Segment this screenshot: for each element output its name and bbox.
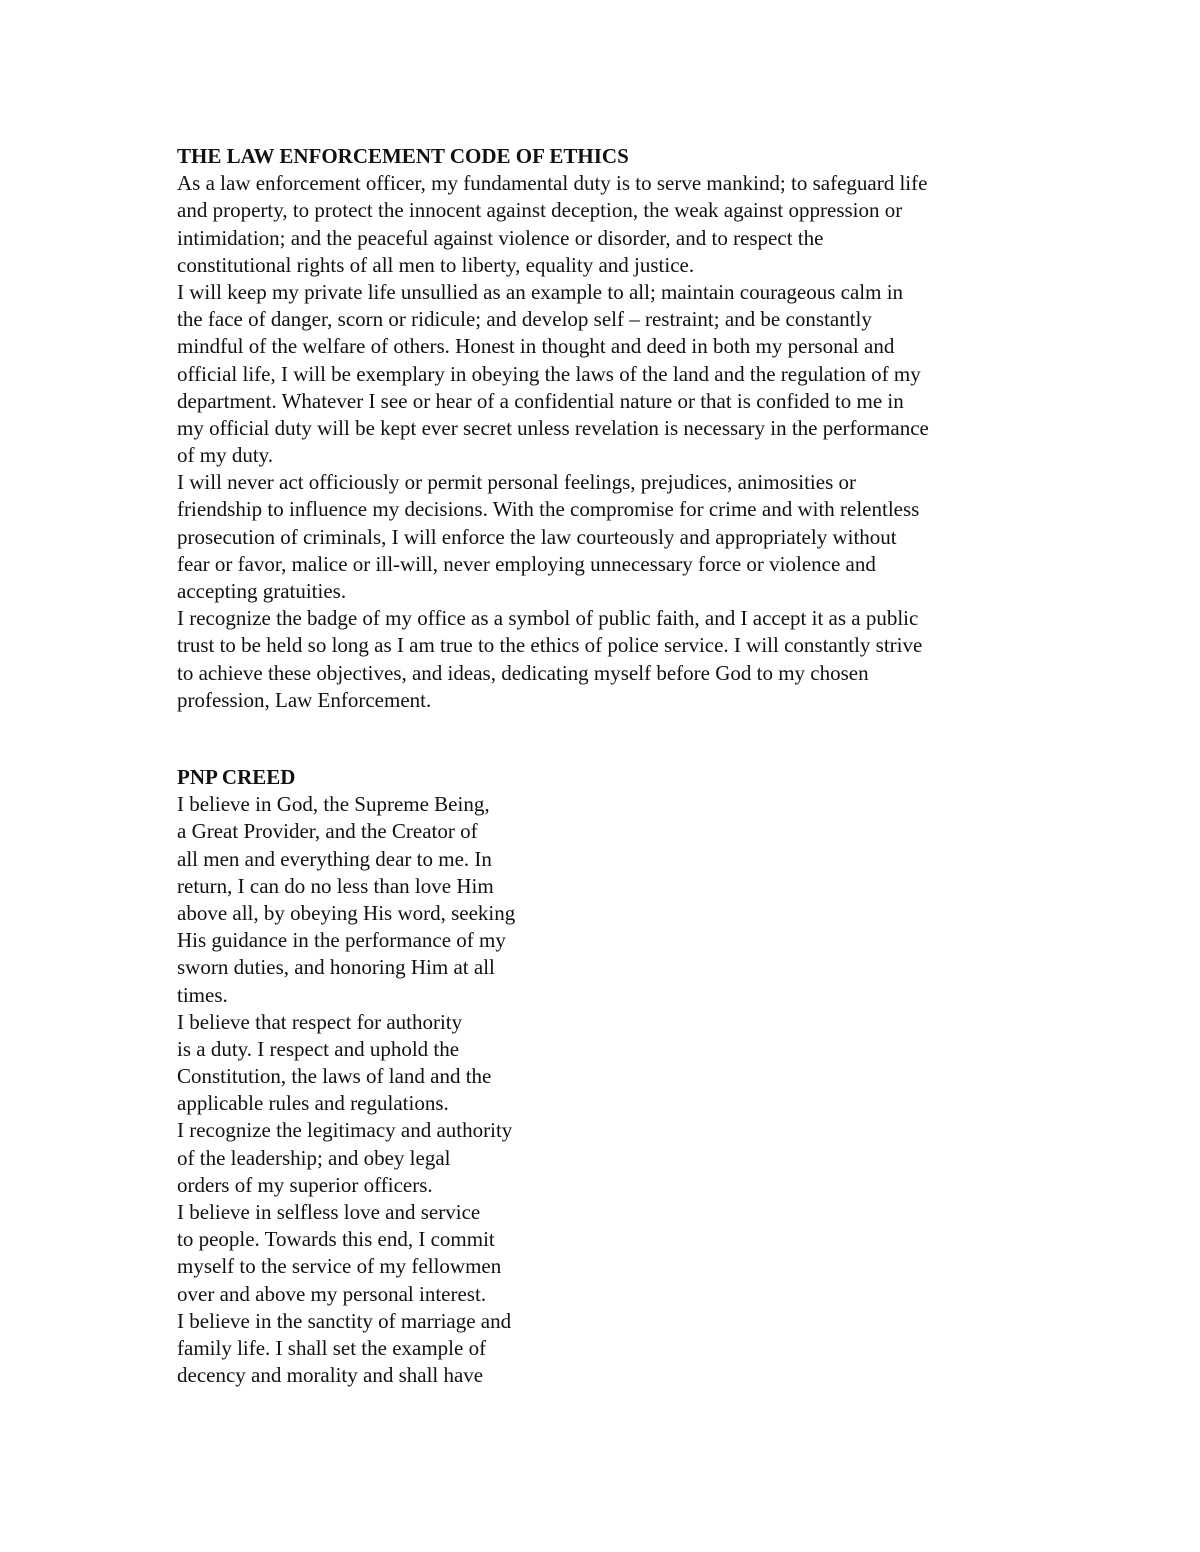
ethics-line: of my duty. bbox=[177, 443, 274, 468]
ethics-line: the face of danger, scorn or ridicule; and develop self – restraint; and be constantly bbox=[177, 307, 872, 332]
creed-heading: PNP CREED bbox=[177, 765, 296, 789]
creed-line: orders of my superior officers. bbox=[177, 1172, 433, 1197]
creed-line: I believe in selfless love and service bbox=[177, 1200, 481, 1224]
creed-line: I recognize the legitimacy and authority bbox=[177, 1118, 513, 1143]
creed-line: I believe in the sanctity of marriage and bbox=[177, 1308, 512, 1333]
creed-line: is a duty. I respect and uphold the bbox=[177, 1036, 460, 1061]
ethics-line: to achieve these objectives, and ideas, dedicating myself before God to my chosen bbox=[177, 660, 869, 685]
creed-line: myself to the service of my fellowmen bbox=[177, 1254, 502, 1279]
ethics-line: fear or favor, malice or ill-will, never employing unnecessary force or violence and bbox=[177, 551, 876, 576]
ethics-heading: THE LAW ENFORCEMENT CODE OF ETHICS bbox=[177, 144, 629, 168]
ethics-line: I will keep my private life unsullied as an example to all; maintain courageous calm in bbox=[177, 279, 904, 304]
creed-line: I believe that respect for authority bbox=[177, 1009, 463, 1034]
creed-section bbox=[177, 764, 597, 1389]
ethics-line: trust to be held so long as I am true to the ethics of police service. I will constantly strive bbox=[177, 633, 923, 658]
ethics-line: accepting gratuities. bbox=[177, 579, 347, 603]
creed-line: a Great Provider, and the Creator of bbox=[177, 819, 478, 844]
creed-line: decency and morality and shall have bbox=[177, 1363, 484, 1388]
creed-line: all men and everything dear to me. In bbox=[177, 846, 492, 871]
ethics-line: As a law enforcement officer, my fundamental duty is to serve mankind; to safeguard life bbox=[177, 171, 928, 196]
ethics-line: profession, Law Enforcement. bbox=[177, 687, 432, 712]
ethics-section bbox=[177, 143, 1037, 714]
creed-line: I believe in God, the Supreme Being, bbox=[177, 792, 490, 817]
ethics-line: and property, to protect the innocent against deception, the weak against oppression or bbox=[177, 198, 903, 223]
creed-line: return, I can do no less than love Him bbox=[177, 873, 494, 898]
ethics-line: intimidation; and the peaceful against violence or disorder, and to respect the bbox=[177, 225, 824, 250]
ethics-line: official life, I will be exemplary in obeying the laws of the land and the regulation of my bbox=[177, 361, 921, 386]
creed-line: of the leadership; and obey legal bbox=[177, 1145, 451, 1170]
creed-line: times. bbox=[177, 982, 228, 1007]
ethics-line: mindful of the welfare of others. Honest in thought and deed in both my personal and bbox=[177, 334, 895, 359]
creed-line: His guidance in the performance of my bbox=[177, 928, 506, 953]
creed-line: applicable rules and regulations. bbox=[177, 1091, 449, 1116]
ethics-line: department. Whatever I see or hear of a confidential nature or that is confided to me in bbox=[177, 388, 904, 413]
ethics-line: constitutional rights of all men to liberty, equality and justice. bbox=[177, 252, 695, 277]
creed-line: above all, by obeying His word, seeking bbox=[177, 900, 516, 925]
creed-line: to people. Towards this end, I commit bbox=[177, 1227, 495, 1252]
creed-line: family life. I shall set the example of bbox=[177, 1335, 487, 1360]
ethics-line: prosecution of criminals, I will enforce the law courteously and appropriately without bbox=[177, 524, 897, 549]
ethics-line: I will never act officiously or permit personal feelings, prejudices, animosities or bbox=[177, 470, 857, 495]
creed-line: sworn duties, and honoring Him at all bbox=[177, 955, 495, 980]
ethics-line: my official duty will be kept ever secret unless revelation is necessary in the performance bbox=[177, 415, 929, 440]
ethics-line: friendship to influence my decisions. With the compromise for crime and with relentless bbox=[177, 497, 920, 522]
creed-line: Constitution, the laws of land and the bbox=[177, 1064, 492, 1089]
creed-line: over and above my personal interest. bbox=[177, 1281, 487, 1306]
ethics-line: I recognize the badge of my office as a symbol of public faith, and I accept it as a public bbox=[177, 606, 919, 631]
